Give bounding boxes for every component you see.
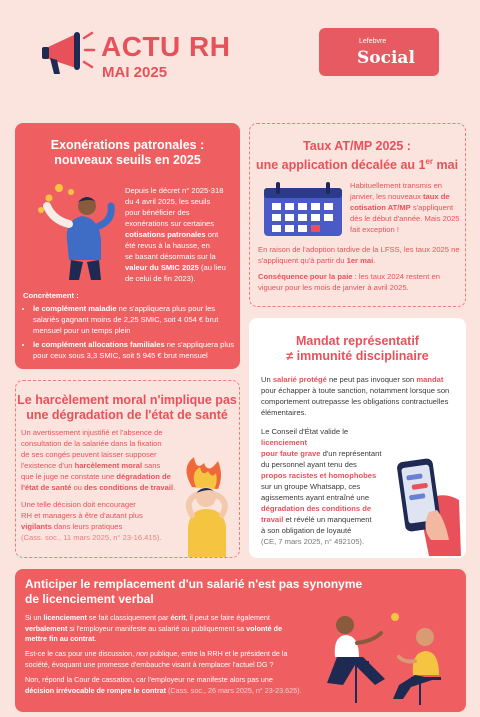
- harcelement-title-line2: une dégradation de l'état de santé: [26, 408, 228, 422]
- text-line: [125, 229, 233, 240]
- text-run: verbalement: [25, 623, 68, 633]
- text-run: , il peut se faire également: [185, 613, 270, 622]
- text-run: Une telle décision doit encourager: [21, 500, 136, 509]
- harcelement-panel: [15, 380, 240, 558]
- stressed-person-illustration: [174, 457, 240, 557]
- text-run: Un avertissement injustifié et l'absence de: [21, 428, 163, 437]
- title-part: une application décalée au 1: [255, 158, 426, 173]
- text-line: [125, 185, 233, 196]
- text-run: l'état de santé: [21, 483, 72, 492]
- exonerations-title-line1: Exonérations patronales :: [50, 138, 205, 152]
- text-line: [21, 510, 171, 521]
- phone-chat-illustration: [389, 448, 465, 556]
- harcelement-p2: [21, 499, 171, 543]
- text-run: ont: [205, 230, 219, 239]
- remplacement-title-line2: de licenciement verbal: [25, 592, 154, 606]
- text-line: [261, 470, 389, 481]
- brand-small-label: Lefebvre: [359, 38, 387, 45]
- p2-c: .: [373, 256, 376, 265]
- text-run: Depuis le décret n° 2025-318: [125, 186, 224, 195]
- text-run: publique, entre la RRH et le président de la: [148, 649, 288, 658]
- text-run: écrit: [170, 613, 186, 622]
- p1-e: pour échapper à toute sanction, notamment lorsque son comportement outrepasse les obligations contractuelles élémentaires.: [261, 386, 450, 417]
- text-line: [25, 613, 325, 624]
- text-run: propos racistes et homophobes: [261, 471, 377, 480]
- p1-a: Un: [261, 375, 273, 384]
- text-run: d'un représentant: [320, 449, 382, 458]
- text-line: [25, 649, 325, 660]
- text-run: du 4 avril 2025, les seuils: [125, 197, 211, 206]
- exonerations-intro: [125, 185, 233, 284]
- text-run: de celui de fin 2023).: [125, 274, 196, 283]
- text-line: [261, 525, 389, 536]
- text-run: volonté de: [246, 623, 283, 633]
- p1-b: taux de cotisation AT/MP: [350, 192, 450, 212]
- text-run: société, évoquant une promesse d'embauche visant à remplacer l'actuel DG ?: [25, 659, 274, 669]
- megaphone-icon: [40, 28, 96, 80]
- text-line: [25, 660, 325, 671]
- text-line: [261, 503, 389, 514]
- title-sup: er: [425, 157, 434, 166]
- mandat-title-line2: ≠ immunité disciplinaire: [286, 349, 429, 363]
- list-item: [33, 303, 235, 336]
- text-run: du personnel ayant tenu des: [261, 460, 357, 469]
- tauxatmp-panel: [249, 123, 466, 307]
- text-line: [261, 492, 389, 503]
- text-line: [21, 460, 196, 471]
- text-run: Si un: [25, 613, 44, 622]
- text-run: que le juge ne constate une: [21, 472, 117, 481]
- p1-c: ne peut pas invoquer son: [326, 375, 417, 384]
- brand-logo: [319, 28, 439, 76]
- text-run: Non, répond la Cour de cassation, car l'employeur ne manifeste alors pas une: [25, 675, 273, 684]
- text-line: [21, 482, 196, 493]
- text-run: sans: [142, 461, 161, 470]
- tauxatmp-p3: [258, 271, 463, 293]
- text-run: valeur du SMIC 2025: [125, 263, 199, 272]
- text-run: (au lieu: [198, 263, 226, 272]
- text-run: dans leurs pratiques: [51, 522, 123, 531]
- harcelement-title-line1: Le harcèlement moral n'implique pas: [17, 393, 237, 407]
- text-line: [25, 624, 325, 635]
- text-run: à son obligation de loyauté: [261, 526, 352, 535]
- mandat-title: [249, 334, 466, 364]
- text-line: [21, 521, 171, 532]
- text-run: si l'employeur manifeste au salarié ou publiquement sa: [67, 623, 247, 633]
- text-run: agissements ayant entraîné une: [261, 493, 370, 502]
- p1-d: mandat: [416, 375, 444, 384]
- harcelement-title: [16, 393, 238, 423]
- p1-b: salarié protégé: [272, 375, 327, 384]
- text-run: été revus à la hausse, en: [125, 241, 210, 250]
- text-line: [261, 514, 389, 525]
- text-run: dégradation des conditions de: [261, 504, 372, 513]
- text-run: (CE, 7 mars 2025, n° 492105).: [261, 537, 365, 546]
- harcelement-p1: [21, 427, 196, 493]
- text-run: .: [173, 483, 176, 492]
- exonerations-title: [15, 138, 240, 168]
- exonerations-bullets: [23, 303, 235, 364]
- text-line: [25, 634, 325, 645]
- tauxatmp-p2: [258, 244, 463, 266]
- text-run: licenciement: [43, 613, 87, 622]
- page-title: ACTU RH: [101, 31, 231, 62]
- tauxatmp-title-line1: Taux AT/MP 2025 :: [303, 139, 411, 153]
- text-run: Le Conseil d'État valide le: [261, 427, 349, 436]
- tauxatmp-title: [250, 139, 464, 173]
- remplacement-panel: [15, 569, 466, 712]
- text-run: des conditions de travail: [84, 483, 174, 492]
- brand-name: Social: [357, 48, 415, 68]
- text-line: [21, 499, 171, 510]
- text-run: exonérations sur certaines: [125, 219, 215, 228]
- text-run: se fait classiquement par: [86, 613, 171, 622]
- text-line: [125, 207, 233, 218]
- text-run: sur un groupe Whatsapp, ces: [261, 482, 361, 491]
- text-run: l'existence d'un: [21, 461, 75, 470]
- tauxatmp-p1: [350, 180, 462, 235]
- text-line: [21, 532, 171, 543]
- calendar-icon: [258, 178, 348, 238]
- text-line: [125, 218, 233, 229]
- text-line: [261, 426, 389, 448]
- person-coins-illustration: [27, 180, 127, 282]
- text-run: dégradation de: [116, 472, 171, 481]
- text-run: consultation de la salariée dans la fixation: [21, 439, 162, 448]
- text-line: [125, 251, 233, 262]
- text-run: et révélé un manquement: [283, 515, 372, 524]
- text-run: non: [136, 649, 149, 658]
- p1-c: s'appliquent dès le début d'année. Mais 2025 fait exception !: [350, 203, 460, 234]
- text-line: [261, 481, 389, 492]
- text-run: Est-ce le cas pour une discussion,: [25, 649, 137, 658]
- bullet2-bold: le complément allocations familiales: [33, 340, 165, 349]
- text-run: .: [94, 634, 97, 643]
- text-run: pour bénéficier des: [125, 208, 190, 217]
- text-run: licenciement: [261, 438, 308, 447]
- remplacement-p2: [25, 649, 325, 670]
- text-line: [125, 262, 233, 273]
- tauxatmp-title-line2: [250, 154, 464, 173]
- mandat-p1: [261, 374, 457, 418]
- text-run: vigilants: [21, 522, 52, 531]
- text-line: [261, 448, 389, 459]
- text-run: travail: [261, 515, 284, 524]
- exonerations-panel: [15, 123, 240, 369]
- text-line: [261, 536, 389, 547]
- p2-a: En raison de l'adoption tardive de la LFSS, les taux 2025 ne s'appliquent qu'à partir du: [258, 245, 460, 265]
- concretely-label: Concrètement :: [23, 291, 79, 300]
- text-line: [125, 273, 233, 284]
- title-end: mai: [433, 158, 459, 173]
- text-run: décision irrévocable de rompre le contrat: [25, 685, 167, 695]
- text-run: (Cass. soc., 26 mars 2025, n° 23-23.625).: [166, 685, 302, 695]
- text-run: mettre fin au contrat: [25, 634, 95, 643]
- remplacement-p1: [25, 613, 325, 645]
- text-line: [125, 196, 233, 207]
- mandat-p2: [261, 426, 389, 547]
- list-item: [33, 339, 235, 361]
- text-line: [25, 675, 325, 686]
- text-line: [261, 459, 389, 470]
- remplacement-title-line1: Anticiper le remplacement d'un salarié n'est pas synonyme: [25, 577, 363, 591]
- p1-a: Habituellement transmis en janvier, les nouveaux: [350, 181, 443, 201]
- mandat-panel: [249, 318, 466, 558]
- text-line: [125, 240, 233, 251]
- page-date: MAI 2025: [102, 64, 168, 81]
- text-line: [21, 471, 196, 482]
- text-run: (Cass. soc., 11 mars 2025, n° 23-16.415).: [21, 533, 162, 542]
- text-line: [21, 449, 196, 460]
- mandat-title-line1: Mandat représentatif: [296, 334, 419, 348]
- remplacement-title: [25, 577, 385, 607]
- p3-a: Conséquence pour la paie: [258, 272, 353, 281]
- text-run: de ses congés peuvent laisser supposer: [21, 450, 157, 459]
- bullet1-text: ne s'appliquera plus pour les salariés gagnant moins de 2,25 SMIC, soit 4 054 € brut mensuel pour un temps plein: [33, 304, 219, 335]
- bullet2-text: ne s'appliquera plus pour ceux sous 3,3 SMIC, soit 5 945 € brut mensuel: [33, 340, 235, 360]
- text-run: se basant désormais sur la: [125, 252, 216, 261]
- p3-b: : les taux 2024 restent en vigueur pour les mois de janvier à avril 2025.: [258, 272, 440, 292]
- text-run: ou: [71, 483, 85, 492]
- p2-b: 1er mai: [346, 256, 374, 265]
- text-line: [21, 438, 196, 449]
- text-run: pour faute grave: [261, 449, 321, 458]
- text-run: RH et managers à être d'autant plus: [21, 511, 143, 520]
- discussion-illustration: [315, 605, 465, 709]
- text-run: harcèlement moral: [74, 461, 143, 470]
- text-line: [25, 686, 325, 697]
- exonerations-title-line2: nouveaux seuils en 2025: [54, 153, 201, 167]
- remplacement-p3: [25, 675, 325, 696]
- text-line: [21, 427, 196, 438]
- bullet1-bold: le complément maladie: [33, 304, 117, 313]
- text-run: cotisations patronales: [125, 230, 206, 239]
